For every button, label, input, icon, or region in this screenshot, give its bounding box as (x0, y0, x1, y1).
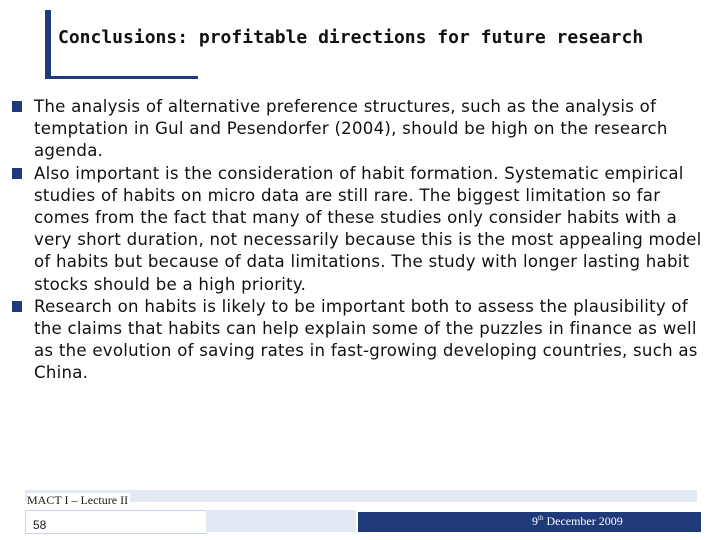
bullet-square-icon (12, 301, 22, 312)
footer-date (532, 514, 623, 529)
bullet-item (12, 296, 712, 385)
footer-date-day: 9 (532, 514, 538, 528)
bullet-item (12, 163, 712, 296)
title-accent-bar (45, 10, 51, 78)
footer-dark-band (358, 512, 701, 532)
title-underline (45, 76, 198, 79)
footer-date-suffix: th (538, 514, 544, 522)
footer-date-rest: December 2009 (543, 514, 623, 528)
bullet-square-icon (12, 101, 22, 112)
bullet-item (12, 96, 712, 163)
footer-page-number: 58 (33, 518, 47, 532)
footer-page-box (25, 510, 207, 534)
bullet-text: Also important is the consideration of habit formation. Systematic empirical studies of habits on micro data are still rare. The biggest limitation so far comes from the fact that many of these studies only consider habits with a very short duration, not necessarily because this is the most appealing model of habits but because of data limitations. The study with longer lasting habit stocks should be a high priority. (34, 163, 702, 294)
footer-course-label: MACT I – Lecture II (27, 493, 129, 507)
footer (0, 482, 720, 540)
bullet-square-icon (12, 168, 22, 179)
bullet-text: Research on habits is likely to be important both to assess the plausibility of the claims that habits can help explain some of the puzzles in finance as well as the evolution of saving rates in fast-growing developing countries, such as China. (34, 296, 698, 383)
bullet-text: The analysis of alternative preference structures, such as the analysis of temptation in Gul and Pesendorfer (2004), should be high on the research agenda. (34, 97, 668, 161)
bullet-list (12, 96, 712, 385)
slide-title: Conclusions: profitable directions for future research (58, 27, 644, 48)
footer-mid-band (206, 510, 356, 532)
